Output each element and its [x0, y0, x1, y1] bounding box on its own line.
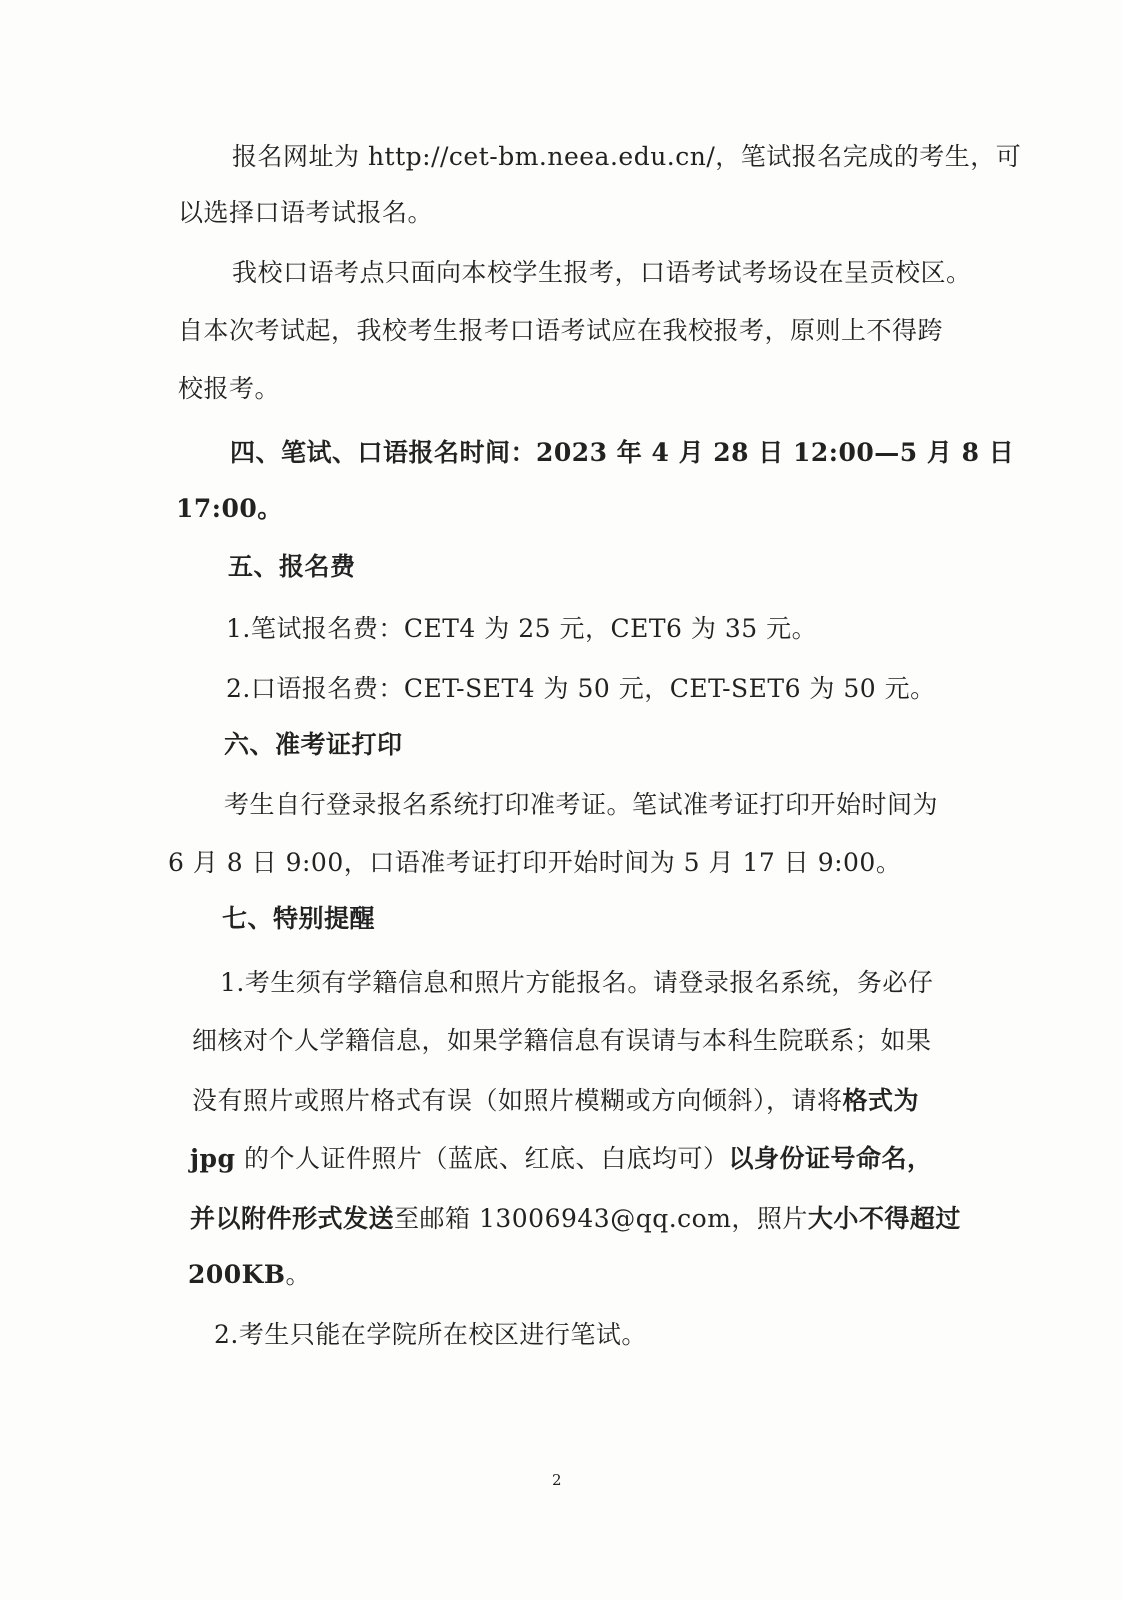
section7-item1-line5-emphasis: 并以附件形式发送: [190, 1204, 395, 1233]
section7-item1-line4: [190, 1142, 932, 1176]
section4-heading-line2: 17:00。: [176, 494, 283, 523]
paragraph-registration-url-line2: 以选择口语考试报名。: [178, 198, 434, 227]
section5-item2: 2.口语报名费：CET-SET4 为 50 元，CET-SET6 为 50 元。: [226, 674, 936, 703]
section7-item1-line3-emphasis: 格式为: [842, 1086, 920, 1115]
section6-heading: 六、准考证打印: [224, 730, 403, 759]
section7-item1-line5-text: 至邮箱 13006943@qq.com，照片: [394, 1204, 808, 1233]
page-number: 2: [552, 1471, 562, 1489]
paragraph-registration-url-line1: 报名网址为 http://cet-bm.neea.edu.cn/，笔试报名完成的考生，可: [232, 142, 1022, 171]
section5-item1: 1.笔试报名费：CET4 为 25 元，CET6 为 35 元。: [226, 614, 818, 643]
paragraph-oral-exam-line3: 校报考。: [178, 374, 281, 403]
section6-line1: 考生自行登录报名系统打印准考证。笔试准考证打印开始时间为: [224, 790, 939, 819]
section7-item1-line5-size-limit: 大小不得超过: [807, 1204, 961, 1233]
section7-heading: 七、特别提醒: [222, 904, 376, 933]
section6-line2: 6 月 8 日 9:00，口语准考证打印开始时间为 5 月 17 日 9:00。: [168, 848, 902, 877]
section7-item1-line4-format: jpg: [190, 1144, 236, 1173]
paragraph-oral-exam-line1: 我校口语考点只面向本校学生报考，口语考试考场设在呈贡校区。: [232, 258, 972, 287]
section7-item1-line6-size: 200KB: [188, 1260, 286, 1289]
section7-item1-line3: [192, 1084, 919, 1118]
section7-item1-line6-end: 。: [285, 1260, 312, 1289]
section7-item1-line4-text: 的个人证件照片（蓝底、红底、白底均可）: [235, 1144, 729, 1173]
section7-item2: 2.考生只能在学院所在校区进行笔试。: [214, 1320, 647, 1349]
paragraph-oral-exam-line2: 自本次考试起，我校考生报考口语考试应在我校报考，原则上不得跨: [178, 316, 944, 345]
section5-heading: 五、报名费: [228, 552, 356, 581]
section7-item1-line2: 细核对个人学籍信息，如果学籍信息有误请与本科生院联系；如果: [192, 1026, 932, 1055]
section7-item1-line5: [190, 1202, 961, 1236]
section7-item1-line6: [188, 1258, 311, 1292]
section7-item1-line3-text: 没有照片或照片格式有误（如照片模糊或方向倾斜），请将: [192, 1086, 843, 1115]
section7-item1-line1: 1.考生须有学籍信息和照片方能报名。请登录报名系统，务必仔: [220, 968, 934, 997]
section4-heading-line1: 四、笔试、口语报名时间：2023 年 4 月 28 日 12:00—5 月 8 日: [230, 438, 1015, 467]
section7-item1-line4-emphasis: 以身份证号命名，: [728, 1144, 933, 1173]
